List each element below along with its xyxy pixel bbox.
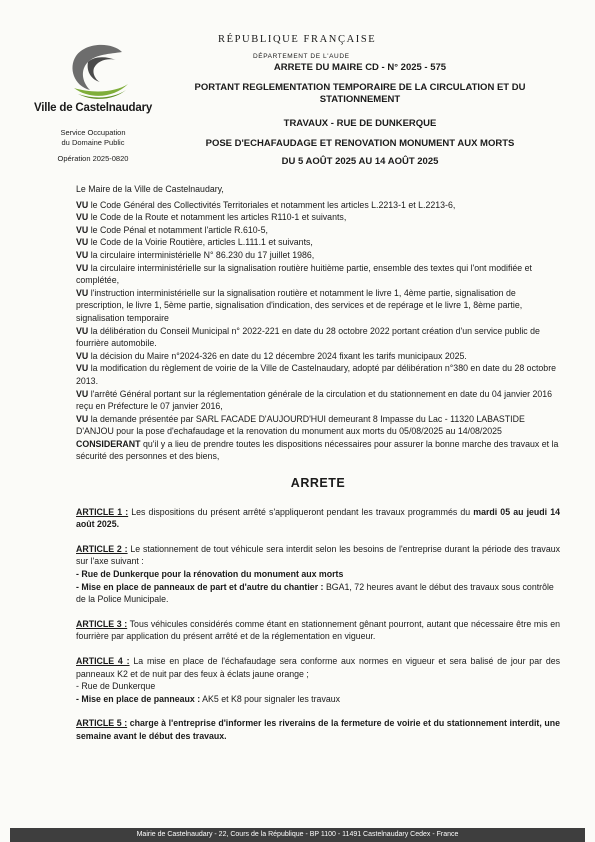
article-2-item-2 bbox=[76, 581, 560, 606]
consideration-prefix: VU bbox=[76, 262, 89, 273]
consideration-item bbox=[76, 325, 560, 350]
consideration-prefix: VU bbox=[76, 363, 89, 374]
document-body bbox=[76, 183, 560, 743]
consideration-item bbox=[76, 413, 560, 438]
works-location: TRAVAUX - RUE DE DUNKERQUE bbox=[283, 118, 437, 129]
article-4-item-1: - Rue de Dunkerque bbox=[76, 681, 156, 692]
article-2-item-2-lead: - Mise en place de panneaux de part et d'autre du chantier : bbox=[76, 581, 324, 592]
consideration-item bbox=[76, 438, 560, 463]
consideration-item bbox=[76, 224, 560, 237]
city-name: Ville de Castelnaudary bbox=[33, 102, 153, 114]
consideration-item bbox=[76, 262, 560, 287]
logo-block bbox=[18, 40, 168, 163]
article-5-label: ARTICLE 5 : bbox=[76, 718, 128, 729]
consideration-text: la demande présentée par SARL FACADE D'AUJOURD'HUI demeurant 8 Impasse du Lac - 11320 LABASTIDE D'ANJOU pour la pose d'echafaudage et la renovation du monument aux morts du 05/08/2025 au 14/08/2025 bbox=[76, 413, 525, 437]
works-dates: DU 5 AOÛT 2025 AU 14 AOÛT 2025 bbox=[281, 156, 439, 167]
consideration-prefix: VU bbox=[76, 325, 89, 336]
article-2-label: ARTICLE 2 : bbox=[76, 543, 128, 554]
consideration-prefix: CONSIDERANT bbox=[76, 438, 141, 449]
departement-heading: DÉPARTEMENT DE L'AUDE bbox=[253, 53, 350, 60]
article-1-label: ARTICLE 1 : bbox=[76, 506, 129, 517]
article-3-text: Tous véhicules considérés comme étant en stationnement gênant pourront, autant que nécessaire être mis en fourrière par application du présent arrêté et de la réglementation en vigueur. bbox=[76, 618, 560, 642]
consideration-item bbox=[76, 388, 560, 413]
works-description: POSE D'ECHAFAUDAGE ET RENOVATION MONUMENT AUX MORTS bbox=[205, 138, 515, 149]
consideration-text: l'arrêté Général portant sur la réglementation générale de la circulation et du stationnement en date du 04 janvier 2016 reçu en Préfecture le 07 janvier 2016, bbox=[76, 388, 553, 412]
intro-line: Le Maire de la Ville de Castelnaudary, bbox=[76, 184, 224, 194]
consideration-item bbox=[76, 287, 560, 325]
article-4-label: ARTICLE 4 : bbox=[76, 656, 130, 666]
consideration-text: le Code Pénal et notamment l'article R.610-5, bbox=[90, 224, 268, 235]
consideration-prefix: VU bbox=[76, 199, 89, 210]
consideration-text: la circulaire interministérielle sur la signalisation routière huitième partie, ensemble des textes qui l'ont modifiée et complétée, bbox=[76, 262, 532, 286]
consideration-item bbox=[76, 236, 560, 249]
article-4-item-2-lead: - Mise en place de panneaux : bbox=[76, 693, 201, 704]
consideration-prefix: VU bbox=[76, 388, 89, 399]
article-1-text: Les dispositions du présent arrêté s'appliqueront pendant les travaux programmés du bbox=[128, 506, 474, 517]
article-2-text: Le stationnement de tout véhicule sera interdit selon les besoins de l'entreprise durant la période des travaux sur l'axe suivant : bbox=[76, 543, 560, 567]
article-2-item-2-text: BGA1, 72 heures avant le début des travaux sous contrôle de la Police Municipale. bbox=[76, 581, 554, 605]
consideration-text: la délibération du Conseil Municipal n° 2022-221 en date du 28 octobre 2022 portant création d'un service public de fourrière automobile. bbox=[76, 325, 540, 349]
consideration-text: le Code de la Voirie Routière, articles L.111.1 et suivants, bbox=[90, 237, 313, 248]
consideration-prefix: VU bbox=[76, 224, 89, 235]
consideration-prefix: VU bbox=[76, 350, 89, 361]
service-line-2: du Domaine Public bbox=[61, 138, 125, 147]
service-line-1: Service Occupation bbox=[60, 128, 126, 137]
article-4-text: La mise en place de l'échafaudage sera conforme aux normes en vigueur et sera balisé de jour par des panneaux K2 et de nuit par des feux à éclats jaune orange ; bbox=[76, 656, 560, 679]
footer-address: Mairie de Castelnaudary - 22, Cours de la République - BP 1100 - 11491 Castelnaudary Cedex - France bbox=[10, 828, 585, 842]
arrete-subject: PORTANT REGLEMENTATION TEMPORAIRE DE LA CIRCULATION ET DU STATIONNEMENT bbox=[194, 82, 526, 105]
considerations-list bbox=[76, 199, 560, 463]
article-3-label: ARTICLE 3 : bbox=[76, 618, 128, 629]
article-1 bbox=[76, 506, 560, 531]
article-5 bbox=[76, 717, 560, 742]
consideration-text: la décision du Maire n°2024-326 en date du 12 décembre 2024 fixant les tarifs municipaux 2025. bbox=[90, 350, 467, 361]
article-4 bbox=[76, 655, 560, 680]
consideration-prefix: VU bbox=[76, 287, 89, 298]
arrete-title: ARRETE bbox=[290, 476, 346, 491]
article-2 bbox=[76, 543, 560, 568]
consideration-prefix: VU bbox=[76, 249, 89, 260]
arrete-number: ARRETE DU MAIRE CD - N° 2025 - 575 bbox=[273, 62, 447, 73]
consideration-prefix: VU bbox=[76, 237, 89, 248]
article-2-item-1: - Rue de Dunkerque pour la rénovation du monument aux morts bbox=[76, 569, 344, 580]
consideration-text: l'instruction interministérielle sur la signalisation routière et notamment le livre 1, 4ème partie, signalisation de prescription, le livre 1, 5ème partie, signalisation d'indication, des services et de repérage et le livre 1, 8ème partie, signalisation temporaire bbox=[76, 287, 523, 323]
consideration-item bbox=[76, 249, 560, 262]
consideration-text: le Code de la Route et notamment les articles R110-1 et suivants, bbox=[90, 212, 347, 223]
city-logo-icon bbox=[64, 40, 134, 100]
consideration-item bbox=[76, 362, 560, 387]
article-1-dates: mardi 05 au jeudi 14 août 2025. bbox=[76, 506, 560, 530]
consideration-text: la modification du règlement de voirie de la Ville de Castelnaudary, adopté par délibération n°380 en date du 28 octobre 2013. bbox=[76, 363, 557, 386]
consideration-prefix: VU bbox=[76, 413, 89, 424]
consideration-text: la circulaire interministérielle N° 86.230 du 17 juillet 1986, bbox=[90, 249, 315, 260]
service-name bbox=[18, 128, 168, 148]
article-4-item-2 bbox=[76, 693, 560, 706]
consideration-item bbox=[76, 199, 560, 212]
article-3 bbox=[76, 618, 560, 643]
consideration-text: qu'il y a lieu de prendre toutes les dispositions nécessaires pour assurer la bonne marche des travaux et la sécurité des personnes et des biens, bbox=[76, 438, 559, 462]
consideration-prefix: VU bbox=[76, 212, 89, 223]
consideration-item bbox=[76, 211, 560, 224]
operation-number: Opération 2025-0820 bbox=[57, 154, 129, 163]
consideration-text: le Code Général des Collectivités Territoriales et notamment les articles L.2213-1 et L.2213-6, bbox=[90, 199, 456, 210]
article-4-item-2-text: AK5 et K8 pour signaler les travaux bbox=[200, 693, 341, 704]
article-5-text: charge à l'entreprise d'informer les riverains de la fermeture de voirie et du stationnement interdit, une semaine avant le début des travaux. bbox=[76, 718, 561, 741]
consideration-item bbox=[76, 350, 560, 363]
republic-heading: RÉPUBLIQUE FRANÇAISE bbox=[218, 34, 377, 45]
